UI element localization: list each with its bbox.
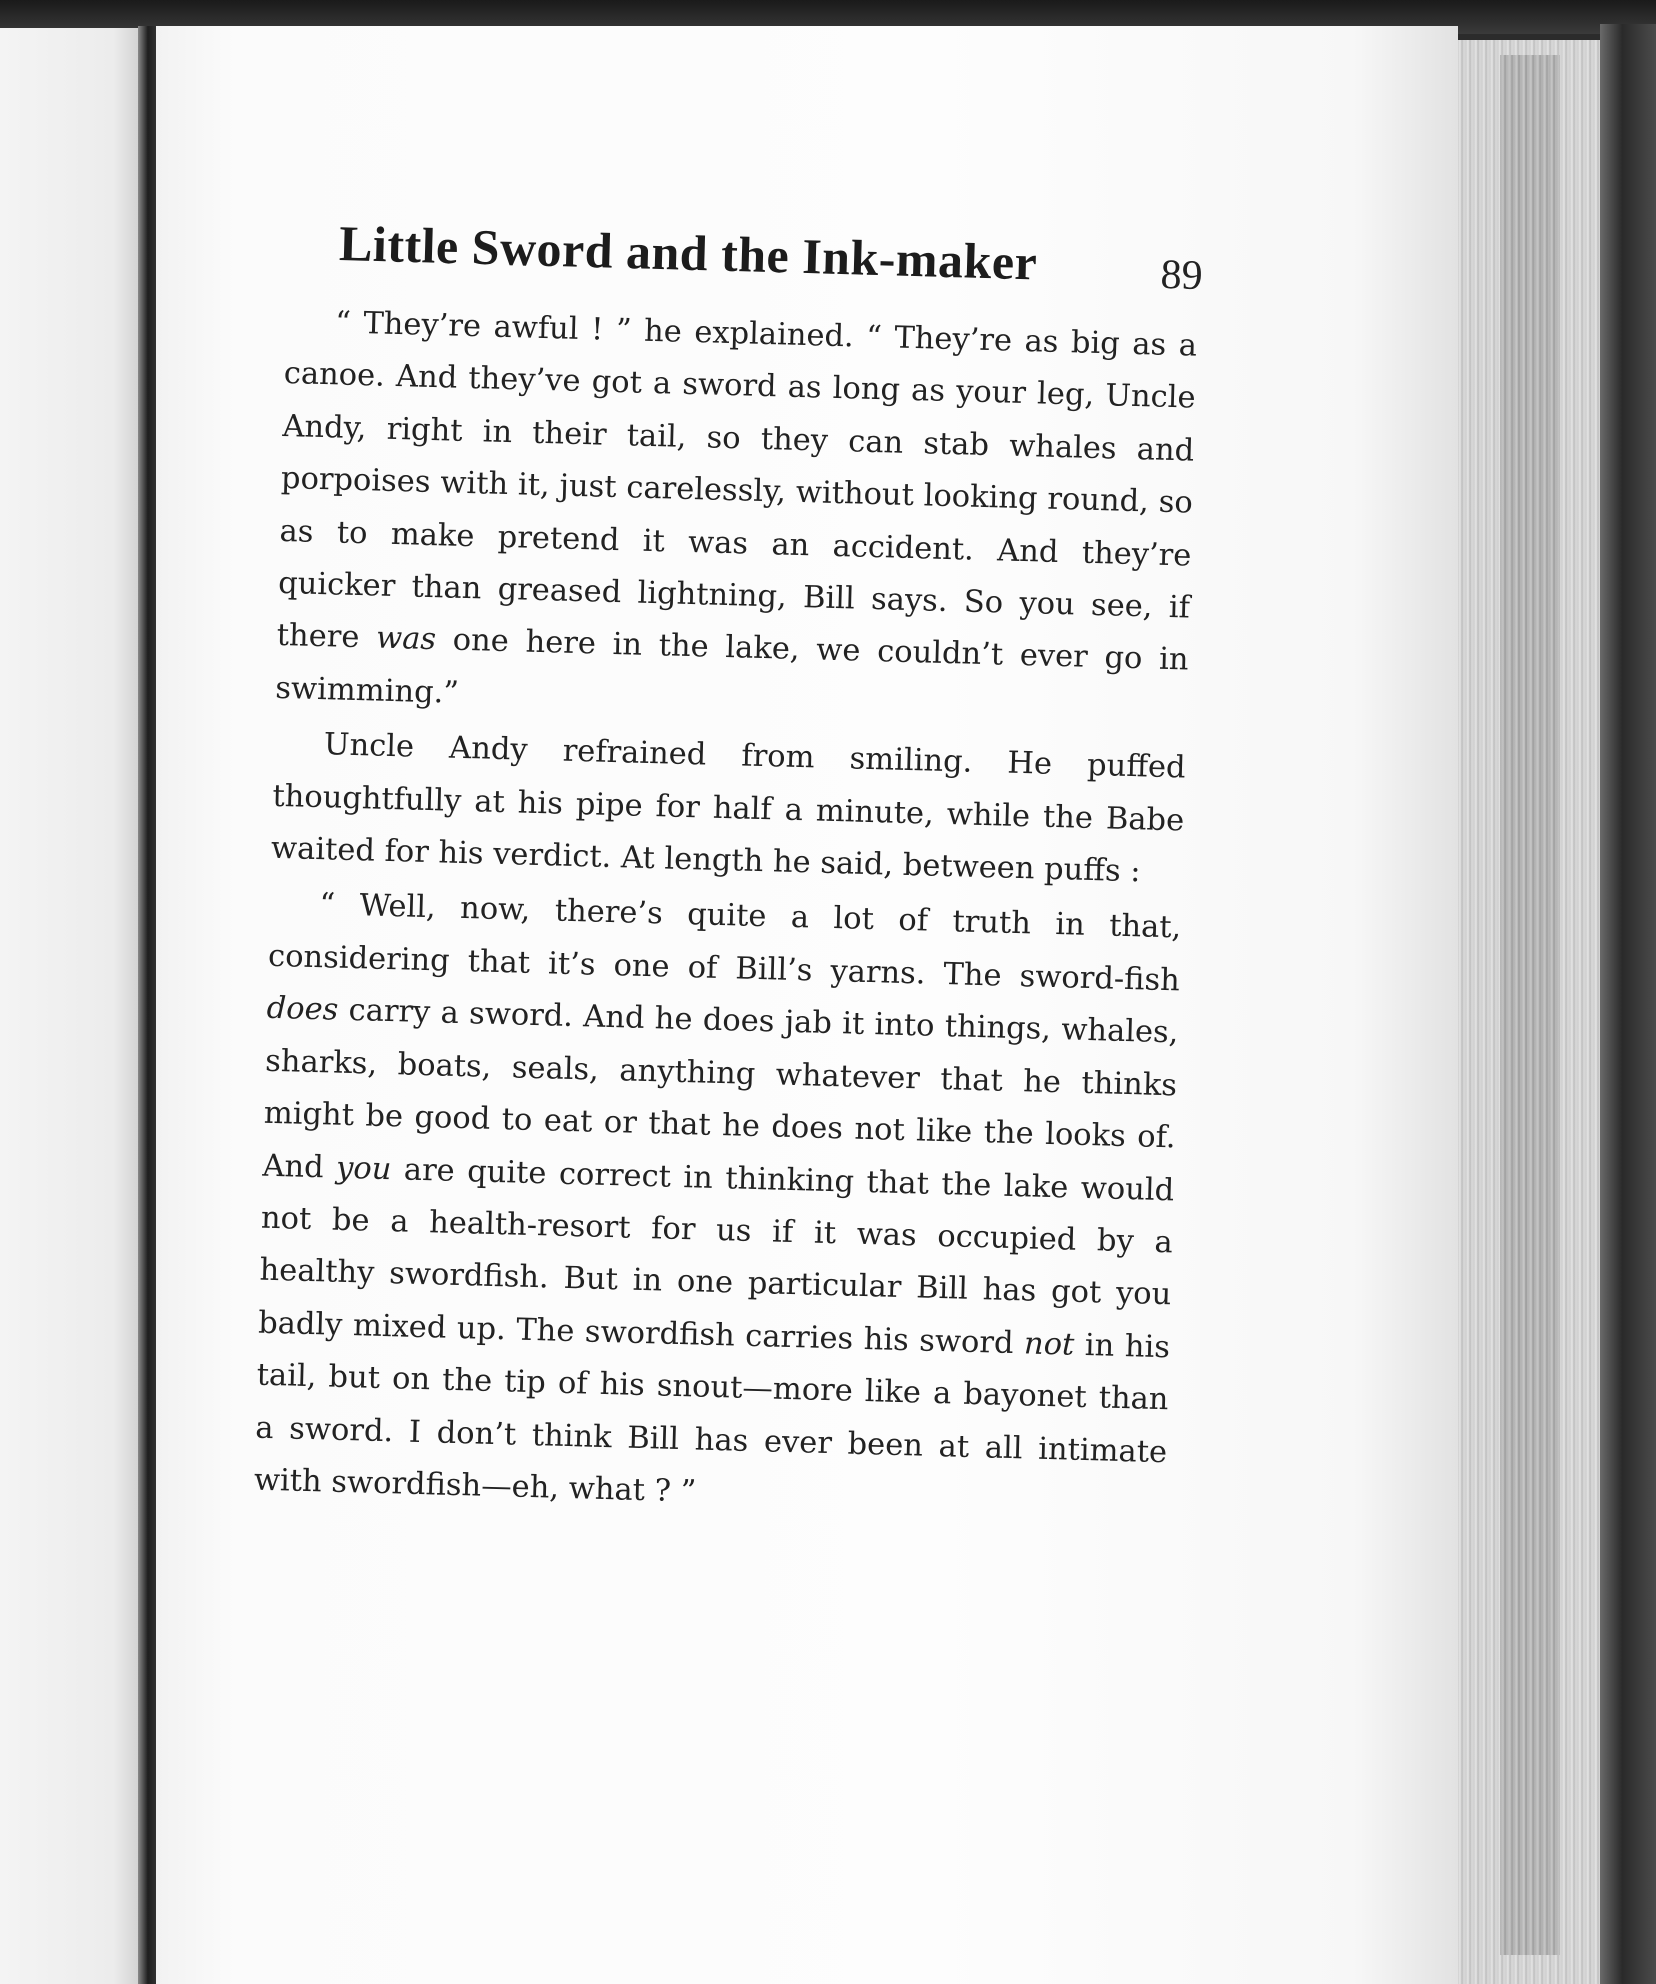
italic-text-run: was xyxy=(375,621,437,658)
page-number: 89 xyxy=(1159,251,1204,300)
text-run: carry a sword. And he does jab it into things, whales, sharks, boats, seals, anything whatever that he thinks might be good to eat or that he does not like the looks of. And xyxy=(261,992,1179,1186)
text-run: “ They’re awful ! ” he explained. “ They’re as big as a canoe. And they’ve got a sword as long as your leg, Uncle Andy, right in their tail, so they can stab whales and porpoises with it, just carelessly, without looking round, so as to make pretend it was an accident. And they’re quicker than greased lightning, Bill says. So you see, if there xyxy=(276,305,1198,656)
facing-page-edge xyxy=(0,28,142,1984)
paragraph xyxy=(270,718,1186,900)
italic-text-run: you xyxy=(335,1150,392,1187)
text-run: Uncle Andy refrained from smiling. He puffed thoughtfully at his pipe for half a minute, while the Babe waited for his verdict. At length he said, between puffs : xyxy=(270,727,1187,890)
text-run: “ Well, now, there’s quite a lot of truth in that, considering that it’s one of Bill’s yarns. The sword-fish xyxy=(267,887,1182,999)
paragraph xyxy=(253,878,1182,1531)
book-cover-edge xyxy=(1600,24,1656,1984)
text-run: one here in the lake, we couldn’t ever go in swimming.” xyxy=(274,622,1189,711)
paragraph xyxy=(275,296,1198,740)
page-edges-shadow xyxy=(1500,55,1560,1955)
italic-text-run: not xyxy=(1023,1326,1075,1363)
italic-text-run: does xyxy=(266,991,339,1028)
text-run: are quite correct in thinking that the lake would not be a health-resort for us if it was occupied by a healthy swordfish. But in one particular Bill has got you badly mixed up. The swordfish carries his sword xyxy=(257,1151,1175,1362)
running-title: Little Sword and the Ink-maker xyxy=(338,214,1039,291)
body-text xyxy=(253,296,1198,1535)
text-run: in his tail, but on the tip of his snout—more like a bayonet than a sword. I don’t think Bill has ever been at all intimate with swordfish—eh, what ? ” xyxy=(253,1327,1171,1510)
